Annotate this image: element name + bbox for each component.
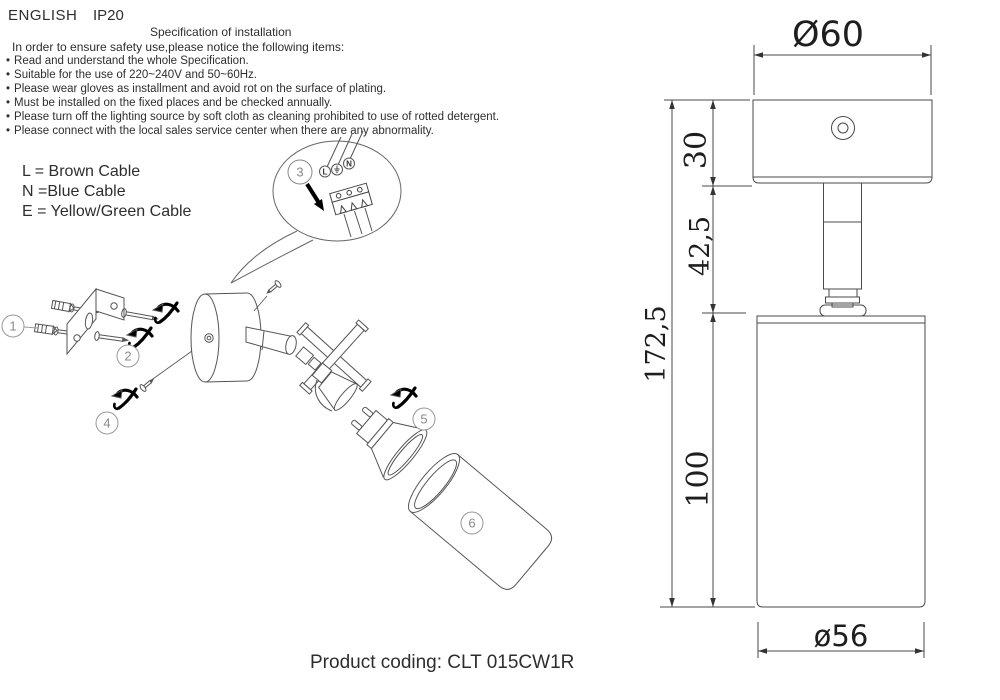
- mounting-bracket: [67, 289, 124, 354]
- bullet-dot: •: [6, 111, 11, 123]
- spec-item-text: Suitable for the use of 220~240V and 50~60Hz.: [14, 69, 257, 81]
- part-number-6: 6: [468, 515, 476, 531]
- rotate-arrow-icon: [112, 389, 137, 409]
- part-number-3: 3: [296, 164, 304, 180]
- gu10-bulb: [337, 390, 432, 484]
- bullet-dot: •: [6, 97, 11, 109]
- rotate-arrow-icon: [391, 388, 416, 408]
- rotate-arrow-icon: [127, 328, 152, 348]
- cable-legend-live: L = Brown Cable: [22, 163, 141, 180]
- callout-bubble: [273, 141, 401, 241]
- dim-label-overall-height: 172,5: [641, 305, 672, 383]
- canopy-top-screw: [254, 280, 282, 311]
- spec-title: Specification of installation: [150, 25, 292, 39]
- dim-body: [757, 316, 925, 607]
- dim-label-body-height: 100: [681, 450, 716, 508]
- part-number-1: 1: [9, 318, 17, 334]
- part-number-5: 5: [420, 411, 428, 427]
- bullet-dot: •: [6, 55, 11, 67]
- spec-item-text: Please connect with the local sales service center when there are any abnormality.: [14, 125, 434, 137]
- product-coding: Product coding: CLT 015CW1R: [310, 652, 575, 673]
- dim-label-top-diameter: Ø60: [791, 15, 865, 55]
- dim-label-body-diameter: ø56: [813, 619, 869, 653]
- cable-legend-neutral: N =Blue Cable: [22, 183, 126, 200]
- language-label: ENGLISH: [8, 7, 78, 24]
- dim-stem: [820, 183, 866, 316]
- bullet-dot: •: [6, 125, 11, 137]
- dimension-drawing: [641, 15, 932, 658]
- outgoing-wires: [344, 208, 372, 237]
- terminal-label-n: N: [346, 159, 352, 169]
- rotate-arrow-icon: [153, 303, 178, 323]
- dim-canopy: [753, 100, 932, 183]
- spec-item-text: Must be installed on the fixed places and be checked annually.: [14, 97, 333, 109]
- terminal-label-l: L: [322, 167, 328, 177]
- dim-extension-lines: [660, 100, 755, 607]
- screw-bottom-right: [94, 331, 128, 344]
- callout-tail: [231, 231, 297, 283]
- callout-tail: [231, 240, 313, 283]
- wiring-callout: [231, 131, 401, 283]
- bullet-dot: •: [6, 69, 11, 81]
- dim-label-canopy-height: 30: [679, 130, 714, 170]
- bullet-dot: •: [6, 83, 11, 95]
- spec-intro: In order to ensure safety use,please notice the following items:: [12, 40, 345, 54]
- part-number-2: 2: [124, 348, 132, 364]
- screw-top-right: [121, 308, 158, 323]
- ip-rating-label: IP20: [93, 7, 124, 24]
- exploded-view-diagram: [2, 280, 556, 594]
- spec-item-text: Please wear gloves as installment and avoid rot on the surface of plating.: [14, 83, 387, 95]
- step-arrow-icon: [307, 184, 324, 211]
- dim-segment-line: [710, 100, 716, 607]
- spec-item-text: Read and understand the whole Specification.: [14, 55, 249, 67]
- spec-item-text: Please turn off the lighting source by soft cloth as cleaning prohibited to use of rotted detergent.: [14, 111, 500, 123]
- dim-label-stem-height: 42,5: [685, 215, 716, 277]
- cable-legend-earth: E = Yellow/Green Cable: [22, 203, 192, 220]
- part-number-4: 4: [103, 415, 111, 431]
- wall-anchor-top: [51, 300, 74, 312]
